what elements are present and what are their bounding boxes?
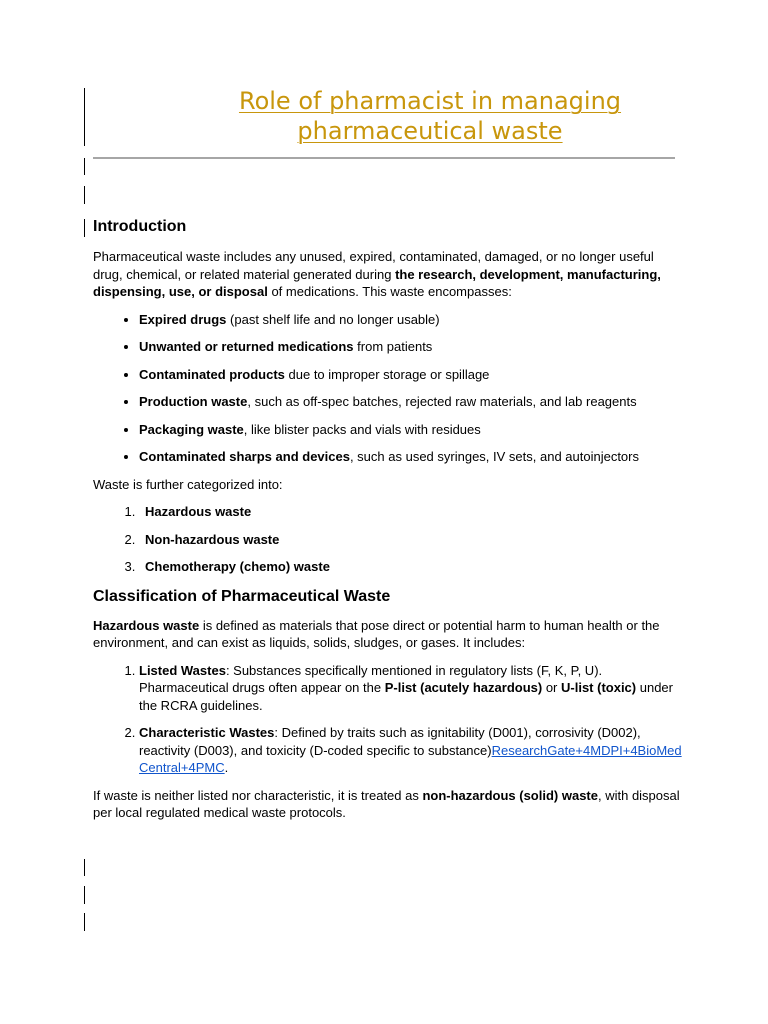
list-item xyxy=(139,662,683,715)
bold-run: Contaminated products xyxy=(139,366,285,382)
text-run: : Defined by traits such as ignitability (D001), corrosivity (D002), reactivity (D003), and toxicity (D-coded specific to substance) xyxy=(139,725,641,758)
bold-run: Chemotherapy (chemo) waste xyxy=(145,559,330,574)
hazardous-types-list xyxy=(93,662,683,777)
list-item xyxy=(139,558,683,576)
intro-heading: Introduction xyxy=(93,218,187,235)
document-body xyxy=(93,216,683,832)
margin-bar xyxy=(84,913,85,931)
text-run: (past shelf life and no longer usable) xyxy=(226,311,440,327)
classification-heading: Classification of Pharmaceutical Waste xyxy=(93,587,391,605)
non-hazardous-paragraph xyxy=(93,787,683,822)
text-run: , like blister packs and vials with residues xyxy=(243,421,481,437)
bold-run: the research, development, manufacturing, dispensing, use, or disposal xyxy=(93,266,661,299)
title-line-1: Role of pharmacist in managing xyxy=(238,87,622,115)
text-run: , such as used syringes, IV sets, and autoinjectors xyxy=(349,449,639,464)
bold-run: Production waste xyxy=(139,394,248,409)
bold-run: Contaminated sharps and devices xyxy=(139,449,350,464)
text-run: or xyxy=(542,680,561,695)
text-run: is defined as materials that pose direct or potential harm to human health or the environment, and can exist as liquids, solids, sludges, or gases. It includes: xyxy=(93,617,660,650)
bold-run: Hazardous waste xyxy=(93,617,200,633)
margin-bar xyxy=(84,886,85,904)
title-line-2: pharmaceutical waste xyxy=(297,117,563,145)
bold-run: Hazardous waste xyxy=(145,504,252,519)
text-run: from patients xyxy=(353,339,433,354)
list-item xyxy=(139,421,683,439)
text-run: , with disposal per local regulated medical waste protocols. xyxy=(93,787,680,820)
list-item xyxy=(139,724,683,777)
list-item xyxy=(139,503,683,521)
bold-run: Expired drugs xyxy=(139,311,227,327)
margin-bar xyxy=(84,859,85,876)
margin-bar xyxy=(84,158,85,175)
list-item xyxy=(139,338,683,356)
bold-run: P-list (acutely hazardous) xyxy=(384,680,543,695)
intro-paragraph xyxy=(93,248,683,301)
categories-intro: Waste is further categorized into: xyxy=(93,476,283,492)
bold-run: Packaging waste xyxy=(139,421,244,437)
text-run: If waste is neither listed nor characteristic, it is treated as xyxy=(93,787,423,803)
text-run: : Substances specifically mentioned in regulatory lists (F, K, P, U). Pharmaceutical drugs often appear on the xyxy=(139,662,603,695)
list-item xyxy=(139,366,683,384)
text-run: due to improper storage or spillage xyxy=(284,366,490,382)
margin-bar xyxy=(84,219,85,237)
list-item xyxy=(139,393,683,411)
hazardous-paragraph xyxy=(93,617,683,652)
list-item xyxy=(139,448,683,466)
text-run: . xyxy=(224,760,229,775)
margin-bar xyxy=(84,88,85,146)
source-link[interactable]: ResearchGate+4MDPI+4BioMed Central+4PMC xyxy=(139,742,682,775)
list-item xyxy=(139,311,683,329)
bold-run: U-list (toxic) xyxy=(561,680,637,695)
text-run: , such as off-spec batches, rejected raw materials, and lab reagents xyxy=(247,394,637,409)
list-item xyxy=(139,531,683,549)
title-divider xyxy=(93,157,675,159)
bold-run: Listed Wastes xyxy=(139,662,226,678)
bold-run: Characteristic Wastes xyxy=(139,725,275,740)
text-run: Pharmaceutical waste includes any unused, expired, contaminated, damaged, or no longer useful drug, chemical, or related material generated during xyxy=(93,249,654,282)
waste-types-list xyxy=(93,311,683,466)
text-run: of medications. This waste encompasses: xyxy=(267,284,512,299)
bold-run: non-hazardous (solid) waste xyxy=(422,787,598,803)
text-run: under the RCRA guidelines. xyxy=(139,680,673,713)
bold-run: Non-hazardous waste xyxy=(145,531,280,547)
categories-list xyxy=(93,503,683,576)
margin-bar xyxy=(84,186,85,204)
page-title xyxy=(140,86,720,146)
bold-run: Unwanted or returned medications xyxy=(139,339,354,354)
